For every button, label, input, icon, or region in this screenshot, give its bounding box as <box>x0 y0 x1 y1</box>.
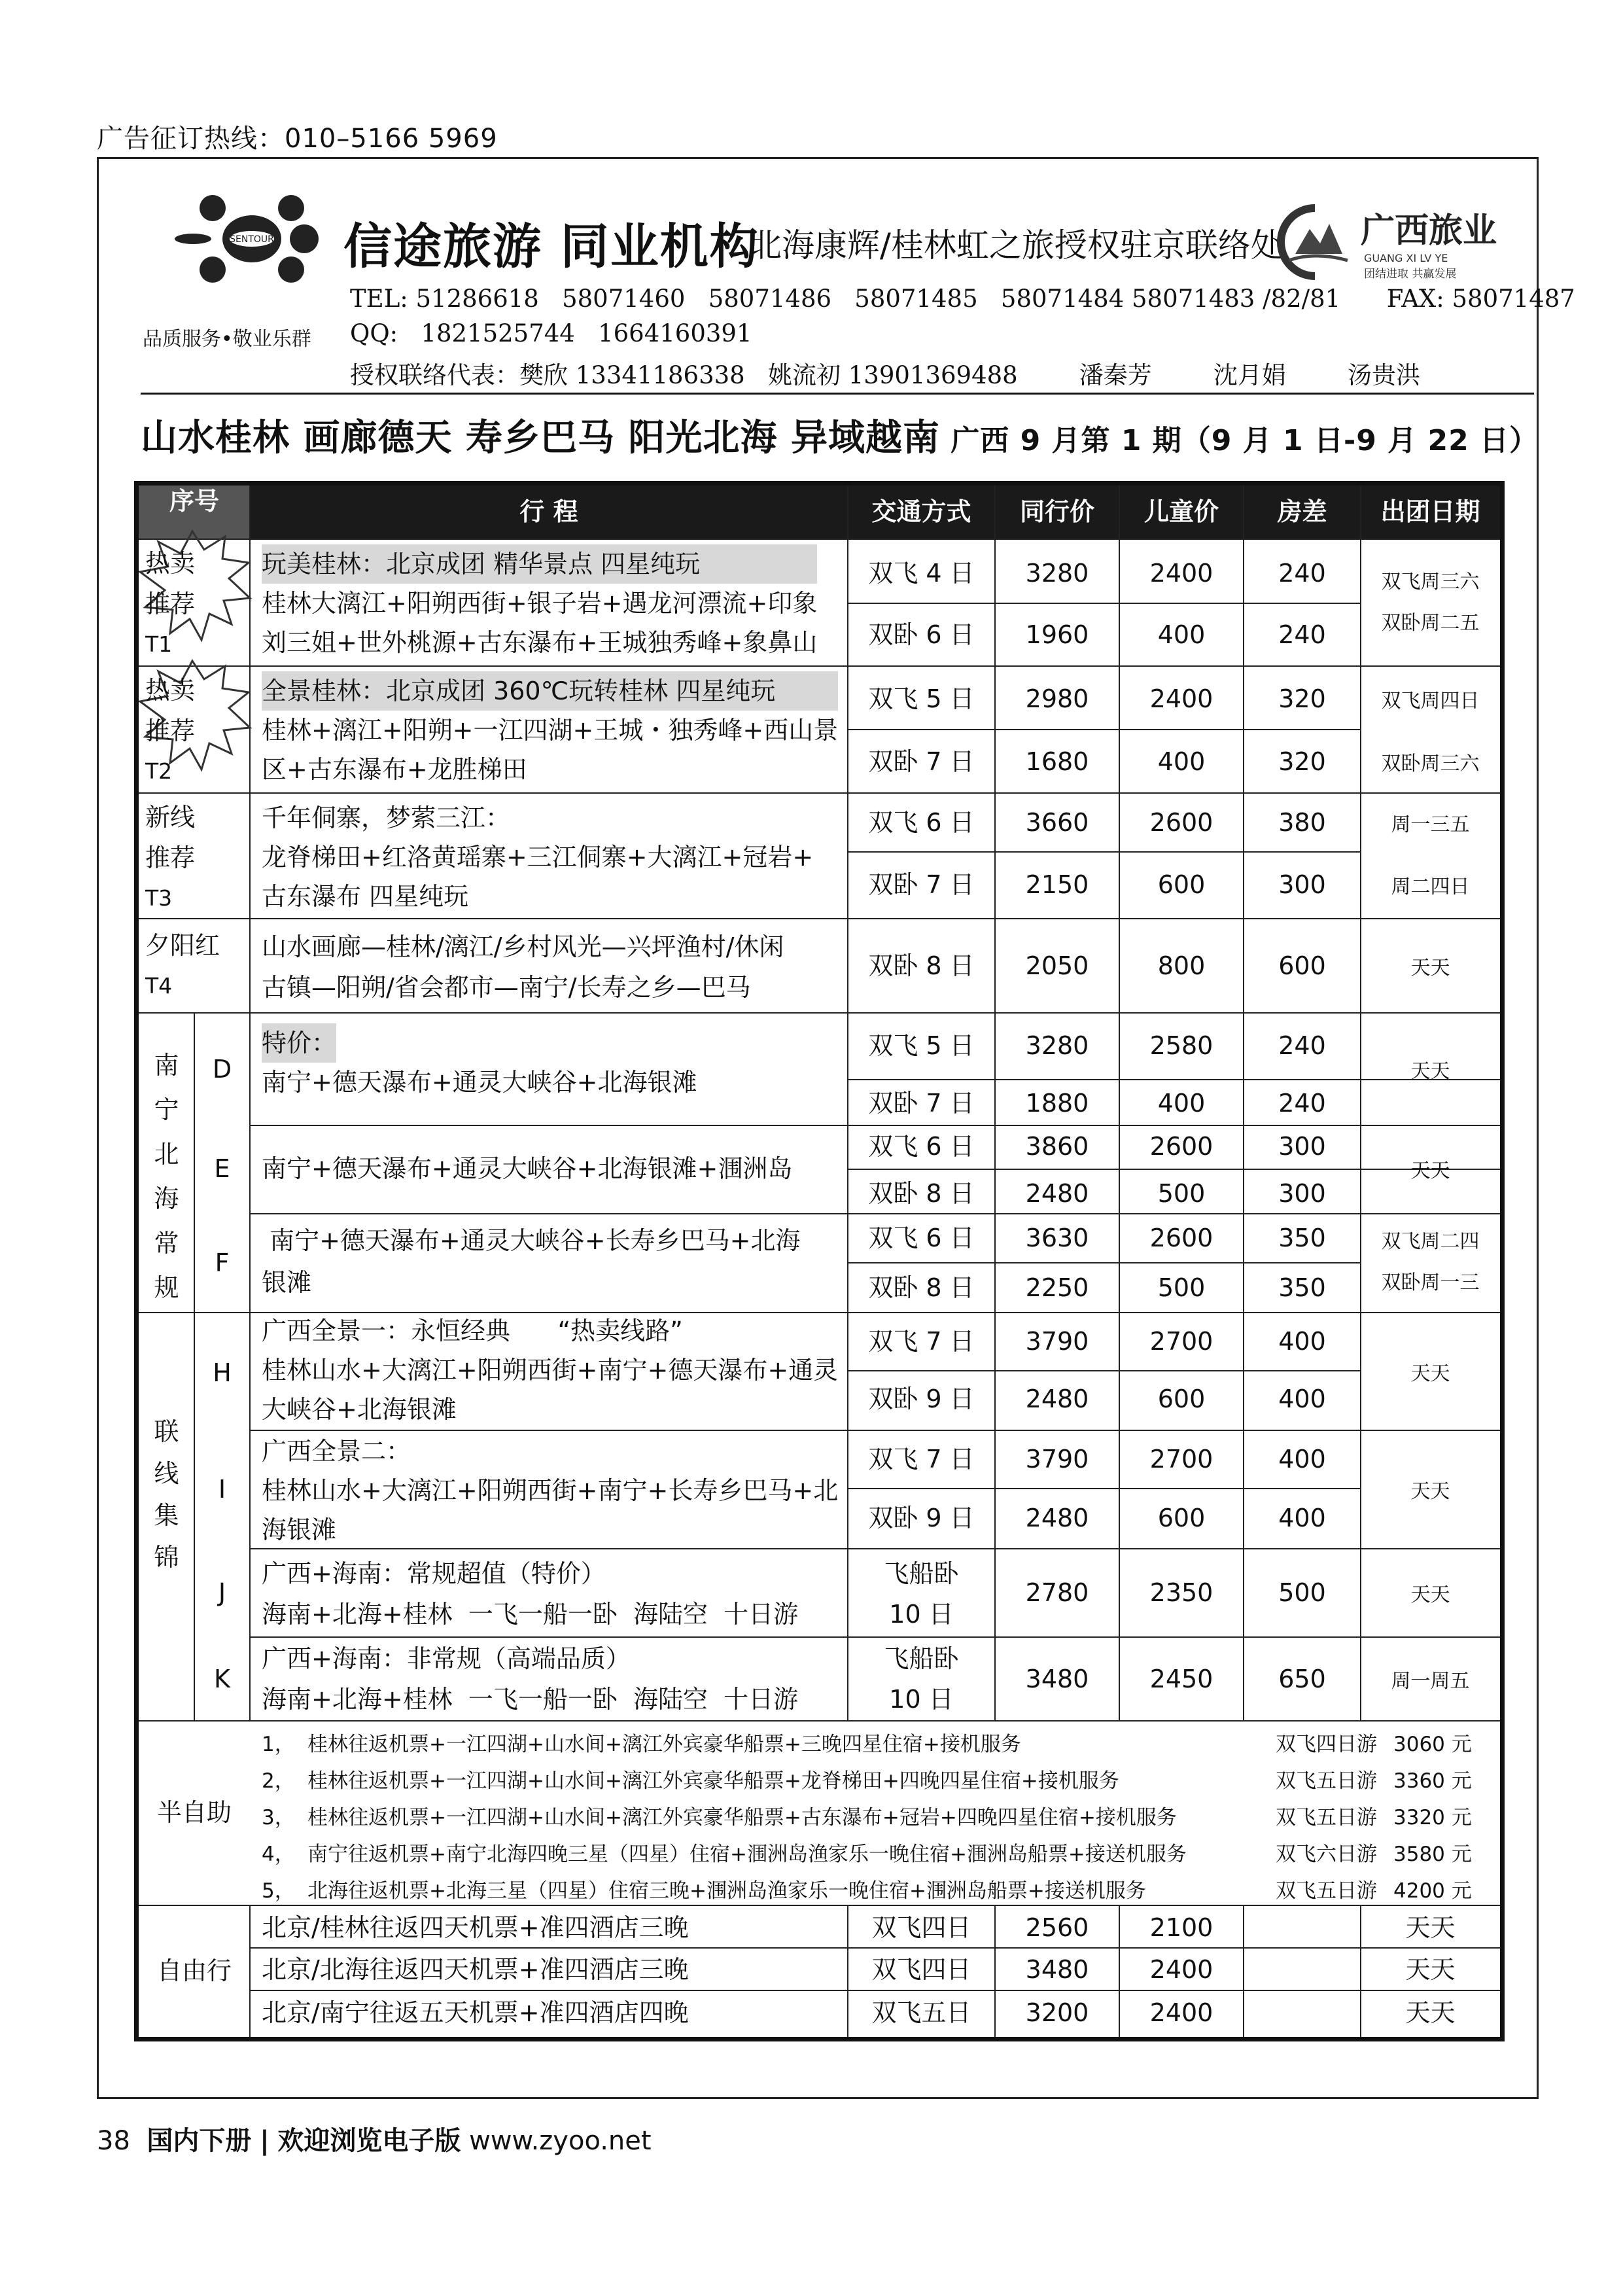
child-price-cell: 2450 <box>1149 1665 1213 1693</box>
group-label-combined-routes: 联 线 集 锦 <box>154 1417 179 1572</box>
row-id-t4 <box>145 925 220 1006</box>
room-diff-cell: 650 <box>1278 1665 1326 1693</box>
row-code-e: E <box>214 1154 230 1183</box>
itinerary-t4 <box>262 927 784 1008</box>
child-price-cell: 2700 <box>1149 1327 1213 1356</box>
row-code-i: I <box>218 1475 226 1504</box>
section-name: 国内下册 <box>147 2126 252 2156</box>
child-price-cell: 600 <box>1157 870 1206 899</box>
transport-cell: 双卧 8 日 <box>868 1273 975 1302</box>
itinerary-title: 玩美桂林：北京成团 精华景点 四星纯玩 <box>262 544 817 584</box>
room-diff-cell: 300 <box>1278 1179 1326 1208</box>
itinerary-f <box>262 1220 800 1303</box>
room-diff-cell: 380 <box>1278 808 1326 837</box>
transport-cell: 双飞 6 日 <box>868 1224 975 1252</box>
itinerary-line: 桂林山水+大漓江+阳朔西街+南宁+长寿乡巴马+北 <box>262 1476 839 1505</box>
child-price-cell: 600 <box>1157 1504 1206 1532</box>
itinerary-line: 海银滩 <box>262 1515 337 1544</box>
departure-dates-cell: 周一三五 <box>1391 813 1470 836</box>
peer-price-cell: 2480 <box>1025 1385 1089 1413</box>
peer-price-cell: 2050 <box>1025 951 1089 980</box>
itinerary-j <box>262 1553 798 1634</box>
peer-price-cell: 1960 <box>1025 620 1089 649</box>
transport-cell: 双卧 7 日 <box>868 870 975 899</box>
departure-dates-cell: 天天 <box>1410 1159 1450 1182</box>
itinerary-title: 广西+海南：常规超值（特价） <box>262 1559 606 1588</box>
peer-price-cell: 3790 <box>1025 1445 1089 1474</box>
list-item: 3， 桂林往返机票+一江四湖+山水间+漓江外宾豪华船票+古东瀑布+冠岩+四晚四星住宿+接机服务 双飞五日游 3320 元 <box>262 1806 1472 1829</box>
child-price-cell: 500 <box>1157 1273 1206 1302</box>
transport-cell: 双卧 6 日 <box>868 620 975 649</box>
transport-cell: 双飞 7 日 <box>868 1445 975 1474</box>
itinerary-h <box>262 1311 838 1429</box>
itinerary-title: 千年侗寨，梦萦三江： <box>262 804 511 832</box>
row-id-line: T3 <box>145 885 173 911</box>
room-diff-cell: 300 <box>1278 870 1326 899</box>
page-footer <box>97 2120 652 2157</box>
row-code-j: J <box>218 1578 226 1607</box>
free-item: 北京/南宁往返五天机票+准四酒店四晚 <box>262 1998 689 2027</box>
peer-price-cell: 3480 <box>1025 1955 1089 1984</box>
child-price-cell: 400 <box>1157 747 1206 776</box>
itinerary-line: 海南+北海+桂林 一飞一船一卧 海陆空 十日游 <box>262 1685 799 1714</box>
header-divider <box>141 393 1534 395</box>
transport-cell: 双飞五日 <box>871 1998 971 2027</box>
itinerary-t1 <box>262 544 817 662</box>
departure-dates-t1: 双飞周三六 双卧周二五 <box>1381 571 1480 635</box>
itinerary-line: 南宁+德天瀑布+通灵大峡谷+北海银滩 <box>262 1068 697 1097</box>
room-diff-cell: 240 <box>1278 1089 1326 1118</box>
row-id-line: T1 <box>145 631 173 657</box>
transport-cell: 双卧 8 日 <box>868 1179 975 1208</box>
banner-title <box>141 409 1539 461</box>
itinerary-t2 <box>262 671 838 789</box>
peer-price-cell: 3660 <box>1025 808 1089 837</box>
row-code-k: K <box>214 1665 230 1693</box>
peer-price-cell: 2980 <box>1025 684 1089 713</box>
transport-cell: 飞船卧 10 日 <box>884 1644 959 1714</box>
room-diff-cell: 350 <box>1278 1273 1326 1302</box>
col-header-peer-price: 同行价 <box>1019 497 1094 526</box>
itinerary-d <box>262 1023 697 1102</box>
room-diff-cell: 240 <box>1278 1031 1326 1060</box>
itinerary-line: 刘三姐+世外桃源+古东瀑布+王城独秀峰+象鼻山 <box>262 628 818 657</box>
sentour-logo <box>173 190 330 288</box>
guangxi-lvye-logo <box>1269 196 1518 288</box>
child-price-cell: 2400 <box>1149 559 1213 588</box>
child-price-cell: 800 <box>1157 951 1206 980</box>
row-id-line: 推荐 <box>145 716 196 745</box>
peer-price-cell: 3630 <box>1025 1224 1089 1252</box>
child-price-cell: 500 <box>1157 1179 1206 1208</box>
partner-logo-slogan: 团结进取 共赢发展 <box>1364 268 1457 281</box>
itinerary-line: 银滩 <box>262 1268 312 1297</box>
transport-cell: 双飞 5 日 <box>868 684 975 713</box>
row-code-d: D <box>212 1055 232 1084</box>
transport-cell: 双卧 8 日 <box>868 951 975 980</box>
row-id-line: 推荐 <box>145 843 196 872</box>
room-diff-cell: 500 <box>1278 1578 1326 1607</box>
banner-slogan: 山水桂林 画廊德天 寿乡巴马 阳光北海 异域越南 <box>141 417 940 459</box>
peer-price-cell: 3280 <box>1025 559 1089 588</box>
room-diff-cell: 350 <box>1278 1224 1326 1252</box>
row-id-line: 热卖 <box>145 549 196 578</box>
motto: 品质服务•敬业乐群 <box>143 328 311 351</box>
free-item: 北京/北海往返四天机票+准四酒店三晚 <box>262 1955 689 1984</box>
col-header-child-price: 儿童价 <box>1143 497 1219 526</box>
logo-text: SENTOUR <box>230 234 274 245</box>
room-diff-cell: 400 <box>1278 1445 1326 1474</box>
child-price-cell: 2350 <box>1149 1578 1213 1607</box>
room-diff-cell: 320 <box>1278 747 1326 776</box>
room-diff-cell: 400 <box>1278 1504 1326 1532</box>
child-price-cell: 400 <box>1157 620 1206 649</box>
transport-cell: 双飞 5 日 <box>868 1031 975 1060</box>
transport-cell: 双飞 4 日 <box>868 559 975 588</box>
peer-price-cell: 3280 <box>1025 1031 1089 1060</box>
semi-self-list <box>262 1726 1498 1909</box>
departure-dates-cell: 天天 <box>1410 1583 1450 1606</box>
departure-dates-cell: 天天 <box>1410 957 1450 980</box>
room-diff-cell: 400 <box>1278 1385 1326 1413</box>
itinerary-title: 广西+海南：非常规（高端品质） <box>262 1644 631 1673</box>
row-id-line: T2 <box>145 758 173 784</box>
col-header-id: 序号 <box>169 487 219 516</box>
row-code-h: H <box>213 1358 232 1387</box>
itinerary-line: 桂林+漓江+阳朔+一江四湖+王城・独秀峰+西山景 <box>262 716 839 745</box>
itinerary-line: 大峡谷+北海银滩 <box>262 1395 457 1424</box>
itinerary-line: 桂林山水+大漓江+阳朔西街+南宁+德天瀑布+通灵 <box>262 1356 839 1385</box>
row-id-t1 <box>145 543 195 665</box>
peer-price-cell: 2780 <box>1025 1578 1089 1607</box>
banner-issue: 广西 9 月第 1 期（9 月 1 日-9 月 22 日） <box>939 424 1539 457</box>
peer-price-cell: 3790 <box>1025 1327 1089 1356</box>
peer-price-cell: 2480 <box>1025 1504 1089 1532</box>
room-diff-cell: 600 <box>1278 951 1326 980</box>
child-price-cell: 2600 <box>1149 1224 1213 1252</box>
itinerary-line: 龙脊梯田+红洛黄瑶寨+三江侗寨+大漓江+冠岩+ <box>262 843 814 872</box>
brand-subtitle: 北海康辉/桂林虹之旅授权驻京联络处 <box>749 226 1283 264</box>
tour-price-table <box>134 481 1505 2041</box>
child-price-cell: 2400 <box>1149 1955 1213 1984</box>
departure-dates-cell: 天天 <box>1405 1998 1456 2027</box>
row-id-t3 <box>145 797 195 919</box>
departure-dates-f: 双飞周二四 双卧周一三 <box>1381 1230 1480 1294</box>
child-price-cell: 2100 <box>1149 1913 1213 1942</box>
group-label-nanning-beihai: 南 宁 北 海 常 规 <box>154 1051 179 1302</box>
itinerary-title: 特价： <box>262 1023 336 1063</box>
departure-dates-cell: 双卧周三六 <box>1381 752 1480 775</box>
transport-cell: 双飞 6 日 <box>868 808 975 837</box>
page-number: 38 <box>97 2126 130 2156</box>
footer-separator: | <box>260 2126 270 2156</box>
qq-line: QQ: 1821525744 1664160391 <box>350 319 752 347</box>
transport-cell: 双卧 7 日 <box>868 747 975 776</box>
itinerary-k <box>262 1638 798 1720</box>
row-id-line: 热卖 <box>145 676 196 705</box>
transport-cell: 飞船卧 10 日 <box>884 1559 959 1629</box>
itinerary-title: 全景桂林：北京成团 360℃玩转桂林 四星纯玩 <box>262 671 838 711</box>
peer-price-cell: 3860 <box>1025 1132 1089 1161</box>
child-price-cell: 2400 <box>1149 684 1213 713</box>
departure-dates-cell: 天天 <box>1405 1955 1456 1984</box>
itinerary-title: 广西全景二： <box>262 1437 411 1466</box>
departure-dates-cell: 天天 <box>1405 1913 1456 1942</box>
itinerary-line: 桂林大漓江+阳朔西街+银子岩+遇龙河漂流+印象 <box>262 589 818 618</box>
row-id-line: T4 <box>145 973 173 998</box>
transport-cell: 双飞 7 日 <box>868 1327 975 1356</box>
peer-price-cell: 3480 <box>1025 1665 1089 1693</box>
list-item: 4， 南宁往返机票+南宁北海四晚三星（四星）住宿+涠洲岛渔家乐一晚住宿+涠洲岛船票+接送机服务 双飞六日游 3580 元 <box>262 1843 1472 1866</box>
itinerary-line: 古东瀑布 四星纯玩 <box>262 882 469 911</box>
peer-price-cell: 1880 <box>1025 1089 1089 1118</box>
itinerary-t3 <box>262 798 813 916</box>
room-diff-cell: 320 <box>1278 684 1326 713</box>
room-diff-cell: 240 <box>1278 620 1326 649</box>
transport-cell: 双卧 7 日 <box>868 1089 975 1118</box>
col-header-itinerary: 行 程 <box>519 497 578 526</box>
brand-name: 信途旅游 同业机构 <box>343 219 759 275</box>
tel-fax-line: TEL: 51286618 58071460 58071486 58071485 58071484 58071483 /82/81 FAX: 58071487 <box>350 285 1575 313</box>
child-price-cell: 2600 <box>1149 808 1213 837</box>
departure-dates-cell: 双飞周四日 <box>1381 690 1480 713</box>
room-diff-cell: 400 <box>1278 1327 1326 1356</box>
peer-price-cell: 3200 <box>1025 1998 1089 2027</box>
transport-cell: 双卧 9 日 <box>868 1385 975 1413</box>
list-item: 5， 北海往返机票+北海三星（四星）住宿三晚+涠洲岛渔家乐一晚住宿+涠洲岛船票+接送机服务 双飞五日游 4200 元 <box>262 1879 1472 1903</box>
row-id-line: 夕阳红 <box>145 931 220 960</box>
departure-dates-cell: 天天 <box>1410 1362 1450 1385</box>
list-item: 1， 桂林往返机票+一江四湖+山水间+漓江外宾豪华船票+三晚四星住宿+接机服务 双飞四日游 3060 元 <box>262 1733 1472 1756</box>
peer-price-cell: 2150 <box>1025 870 1089 899</box>
itinerary-e <box>262 1149 792 1188</box>
departure-dates-cell: 天天 <box>1410 1480 1450 1503</box>
representatives-line: 授权联络代表：樊欣 13341186338 姚流初 13901369488 潘秦芳 沈月娟 汤贵洪 <box>350 361 1420 389</box>
col-header-transport: 交通方式 <box>871 497 971 526</box>
transport-cell: 双飞 6 日 <box>868 1132 975 1161</box>
list-item: 2， 桂林往返机票+一江四湖+山水间+漓江外宾豪华船票+龙脊梯田+四晚四星住宿+接机服务 双飞五日游 3360 元 <box>262 1769 1472 1793</box>
room-diff-cell: 300 <box>1278 1132 1326 1161</box>
ad-hotline: 广告征订热线：010–5166 5969 <box>97 124 498 154</box>
free-item: 北京/桂林往返四天机票+准四酒店三晚 <box>262 1913 689 1942</box>
itinerary-line: 古镇—阳朔/省会都市—南宁/长寿之乡—巴马 <box>262 973 751 1002</box>
departure-dates-cell: 周二四日 <box>1391 875 1470 898</box>
col-header-dates: 出团日期 <box>1380 497 1480 526</box>
itinerary-line: 南宁+德天瀑布+通灵大峡谷+长寿乡巴马+北海 <box>262 1226 801 1255</box>
transport-cell: 双飞四日 <box>871 1955 971 1984</box>
child-price-cell: 600 <box>1157 1385 1206 1413</box>
itinerary-line: 山水画廊—桂林/漓江/乡村风光—兴坪渔村/休闲 <box>262 932 784 961</box>
peer-price-cell: 1680 <box>1025 747 1089 776</box>
row-id-t2 <box>145 670 195 792</box>
room-diff-cell: 240 <box>1278 559 1326 588</box>
footer-text: 欢迎浏览电子版 <box>277 2126 461 2156</box>
partner-logo-title: 广西旅业 <box>1361 211 1497 251</box>
peer-price-cell: 2560 <box>1025 1913 1089 1942</box>
col-header-room-diff: 房差 <box>1277 497 1327 526</box>
transport-cell: 双卧 9 日 <box>868 1504 975 1532</box>
row-id-line: 新线 <box>145 803 196 832</box>
itinerary-line: 区+古东瀑布+龙胜梯田 <box>262 755 527 784</box>
partner-logo-pinyin: GUANG XI LV YE <box>1364 252 1448 264</box>
footer-url[interactable]: www.zyoo.net <box>469 2126 652 2156</box>
departure-dates-cell: 周一周五 <box>1391 1670 1470 1693</box>
row-code-f: F <box>215 1248 230 1277</box>
free-travel-label: 自由行 <box>156 1956 232 1985</box>
itinerary-title: 广西全景一：永恒经典 “热卖线路” <box>262 1316 683 1345</box>
child-price-cell: 2400 <box>1149 1998 1213 2027</box>
child-price-cell: 400 <box>1157 1089 1206 1118</box>
departure-dates-cell: 天天 <box>1410 1060 1450 1083</box>
itinerary-line: 海南+北海+桂林 一飞一船一卧 海陆空 十日游 <box>262 1600 799 1629</box>
peer-price-cell: 2250 <box>1025 1273 1089 1302</box>
peer-price-cell: 2480 <box>1025 1179 1089 1208</box>
semi-self-label: 半自助 <box>156 1798 232 1827</box>
itinerary-i <box>262 1432 838 1549</box>
child-price-cell: 2700 <box>1149 1445 1213 1474</box>
row-id-line: 推荐 <box>145 590 196 618</box>
itinerary-line: 南宁+德天瀑布+通灵大峡谷+北海银滩+涠洲岛 <box>262 1154 793 1183</box>
child-price-cell: 2600 <box>1149 1132 1213 1161</box>
child-price-cell: 2580 <box>1149 1031 1213 1060</box>
transport-cell: 双飞四日 <box>871 1913 971 1942</box>
